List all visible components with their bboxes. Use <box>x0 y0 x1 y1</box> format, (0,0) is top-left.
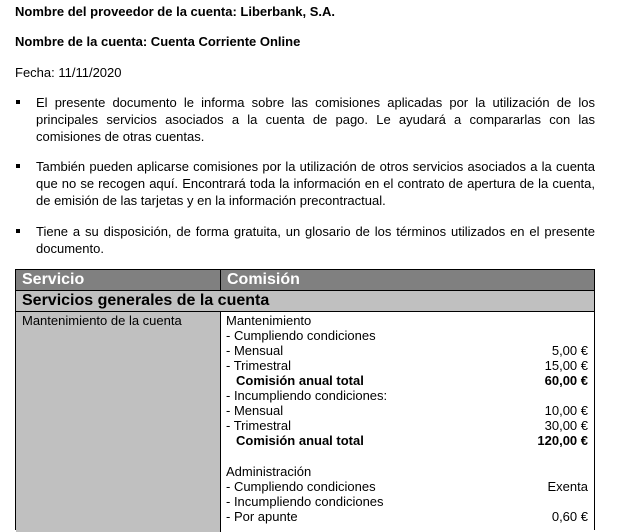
fee-value: 5,00 € <box>551 343 588 358</box>
fee-value: 60,00 € <box>544 373 588 388</box>
fee-row <box>226 464 588 479</box>
fee-value: 10,00 € <box>544 403 588 418</box>
fee-label: - Incumpliendo condiciones: <box>226 388 388 403</box>
bullet-item <box>15 94 595 145</box>
provider-name: Nombre del proveedor de la cuenta: Liberbank, S.A. <box>15 4 336 19</box>
document-date: Fecha: 11/11/2020 <box>15 65 122 80</box>
fee-value: Exenta <box>547 479 588 494</box>
fee-total-row <box>226 433 588 448</box>
fee-label: - Cumpliendo condiciones <box>226 479 376 494</box>
fee-row <box>226 509 588 524</box>
fee-label: Mantenimiento <box>226 313 312 328</box>
fee-label: - Incumpliendo condiciones <box>226 494 384 509</box>
column-divider <box>220 312 221 532</box>
fee-value: 120,00 € <box>537 433 588 448</box>
table-header <box>16 270 594 291</box>
bullet-text: También pueden aplicarse comisiones por la utilización de otros servicios asociados a la cuenta que no se recogen aquí. Encontrará toda la información en el contrato de apertura de la cuenta, de emisión de las tarjetas y en la información precontractual. <box>36 159 595 208</box>
fee-label: Comisión anual total <box>236 433 364 448</box>
fee-value: 15,00 € <box>544 358 588 373</box>
column-header-fee: Comisión <box>227 271 300 288</box>
fee-row <box>226 343 588 358</box>
fee-row <box>226 494 588 509</box>
column-header-service: Servicio <box>22 271 85 288</box>
fee-value: 30,00 € <box>544 418 588 433</box>
fee-value: 0,60 € <box>551 509 588 524</box>
fee-label: - Cumpliendo condiciones <box>226 328 376 343</box>
fee-total-row <box>226 373 588 388</box>
column-divider <box>220 270 221 291</box>
fee-row <box>226 418 588 433</box>
bullet-text: Tiene a su disposición, de forma gratuita, un glosario de los términos utilizados en el presente documento. <box>36 224 595 256</box>
fee-label: - Trimestral <box>226 418 291 433</box>
fee-row <box>226 328 588 343</box>
bullet-item <box>15 223 595 257</box>
bullet-icon <box>16 229 20 233</box>
fee-row <box>226 479 588 494</box>
fee-row <box>226 313 588 328</box>
section-header <box>16 291 594 312</box>
fee-label: Administración <box>226 464 312 479</box>
service-name: Mantenimiento de la cuenta <box>22 313 182 328</box>
bullet-icon <box>16 164 20 168</box>
section-title: Servicios generales de la cuenta <box>22 292 270 309</box>
account-name: Nombre de la cuenta: Cuenta Corriente Online <box>15 34 301 49</box>
fees-table <box>15 269 595 530</box>
bullet-item <box>15 158 595 209</box>
bullet-icon <box>16 100 20 104</box>
fee-row <box>226 358 588 373</box>
service-cell <box>16 312 220 532</box>
fee-label: - Por apunte <box>226 509 298 524</box>
fee-row <box>226 388 588 403</box>
fee-label: Comisión anual total <box>236 373 364 388</box>
fee-label: - Trimestral <box>226 358 291 373</box>
bullet-text: El presente documento le informa sobre las comisiones aplicadas por la utilización de los principales servicios asociados a la cuenta de pago. Le ayudará a compararlas con las comisiones de otras cuentas. <box>36 95 595 144</box>
fee-label: - Mensual <box>226 343 284 358</box>
fee-label: - Mensual <box>226 403 284 418</box>
fee-row <box>226 403 588 418</box>
